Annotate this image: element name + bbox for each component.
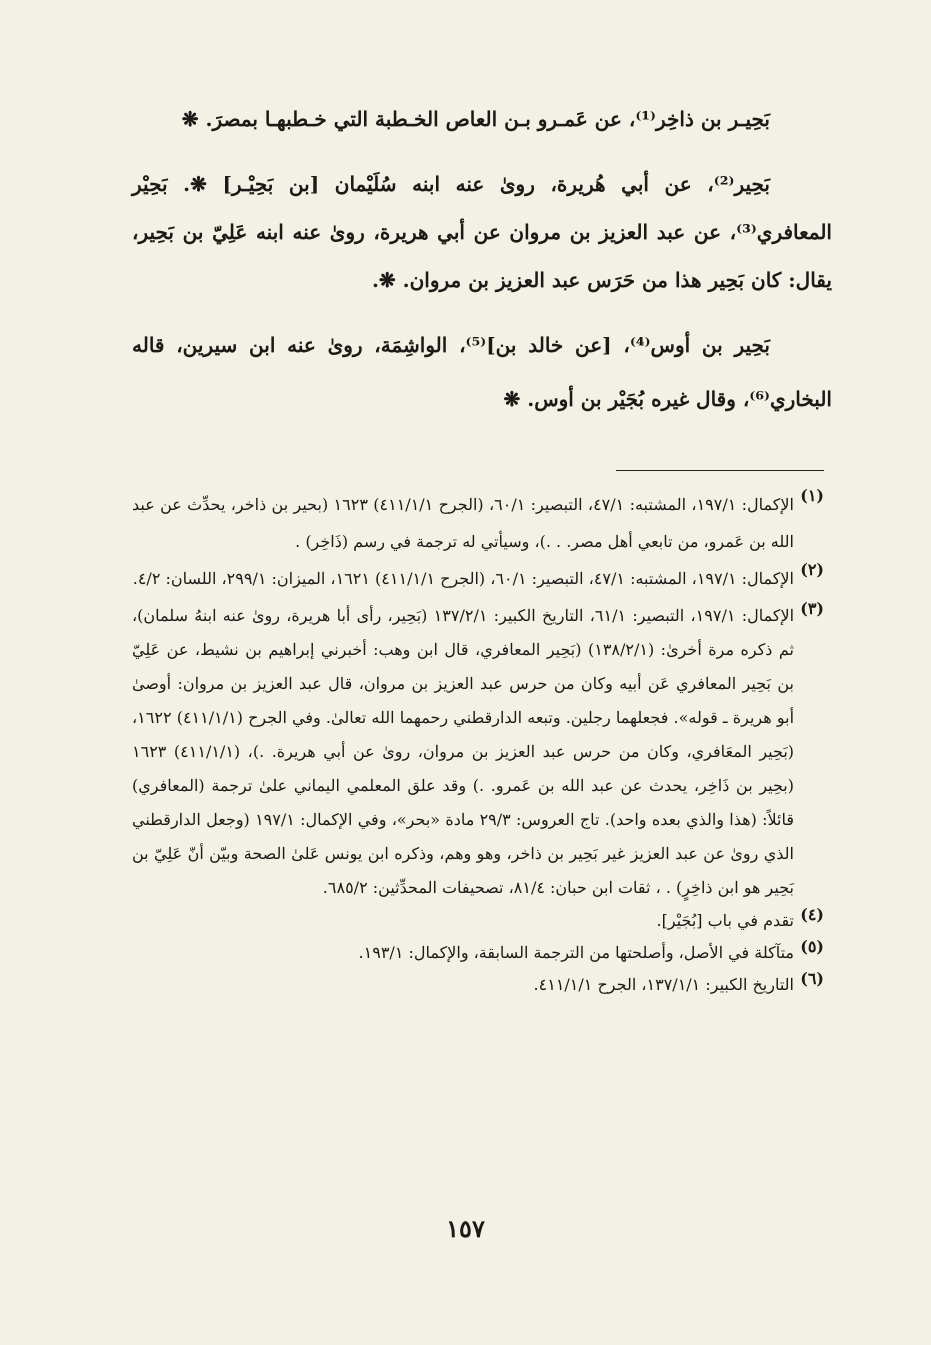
footnote-separator <box>616 470 824 471</box>
footnote-6 <box>132 969 824 1001</box>
entry-paragraph-2: بَحِير⁽²⁾، عن أبي هُريرة، روىٰ عنه ابنه سُلَيْمان [بن بَحِيْـر] ❋. بَحِيْر المعافري⁽³⁾، عن عبد العزيز بن مروان عن أبي هريرة، روىٰ عنه ابنه عَلِيّ بن بَحِير، يقال: كان بَحِير هذا من حَرَس عبد العزيز بن مروان. ❋. <box>132 172 832 292</box>
footnote-3 <box>132 599 824 905</box>
footnote-text: الإكمال: ١٩٧/١، التبصير: ٦١/١، التاريخ الكبير: ١٣٧/٢/١ (بَحِير، رأى أبا هريرة، روىٰ عنه ابنهُ سلمان)، ثم ذكره مرة أخرىٰ: (١٣٨/٢/١) (بَحِير المعافري، قال ابن وهب: أخبرني إبراهيم بن نشيط، عن عَلِيّ بن بَحِير المعافري عَن أبيه وكان من حرس عبد العزيز بن مروان، قال عبد العزيز بن مروان: أوصىٰ أبو هريرة ـ قوله». فجعلهما رجلين. وتبعه الدارقطني رحمهما الله تعالىٰ. وفي الجرح (٤١١/١/١) ١٦٢٢، (بَحِير المعَافري، وكان من حرس عبد العزيز بن مروان، روىٰ عن أبي هريرة. .)، (٤١١/١/١) ١٦٢٣ (بحِير بن ذَاخِر، يحدث عن عبد الله بن عَمرو. .) وقد علق المعلمي اليماني علىٰ ترجمة (المعافري) قائلاً: (هذا والذي بعده واحد). تاج العروس: ٢٩/٣ مادة «بحر»، وفي الإكمال: ١٩٧/١ (وجعل الدارقطني الذي روىٰ عن عبد العزيز غير بَحِير بن ذاخر، وهو وهم، وذكره ابن يونس عَلىٰ الصحة وبيّن أنّ عَلِيّ بن بَحِير هو ابن ذاخِرٍ) . ، ثقات ابن حبان: ٨١/٤، تصحيفات المحدِّثين: ٦٨٥/٢. <box>132 606 795 897</box>
footnote-text: تقدم في باب [بُجَيْر]. <box>656 911 794 930</box>
footnote-5 <box>132 937 824 969</box>
footnote-text: الإكمال: ١٩٧/١، المشتبه: ٤٧/١، التبصير: ٦٠/١، (الجرح ٤١١/١/١) ١٦٢٣ (بحير بن ذاخر، يحدِّث عن عبد الله بن عَمرو، من تابعي أهل مصر. . .)، وسيأتي له ترجمة في رسم (ذَاخِر) . <box>132 495 794 551</box>
footnote-number: (٤) <box>800 905 824 924</box>
footnote-number: (٣) <box>800 599 824 618</box>
footnote-number: (١) <box>800 486 824 505</box>
footnote-text: متآكلة في الأصل، وأصلحتها من الترجمة السابقة، والإكمال: ١٩٣/١. <box>358 943 794 962</box>
footnote-1 <box>132 486 824 560</box>
main-text <box>132 92 832 440</box>
footnote-2 <box>132 560 824 597</box>
footnotes <box>132 482 824 1001</box>
footnote-number: (٢) <box>800 560 824 579</box>
page-number: ١٥٧ <box>446 1214 485 1243</box>
entry-paragraph-1: بَحِيـر بن ذاخِر⁽¹⁾، عن عَمـرو بـن العاص الخـطبة التي خـطبهـا بمصرَ. ❋ <box>181 107 770 131</box>
footnote-number: (٦) <box>800 969 824 988</box>
footnote-4 <box>132 905 824 937</box>
footnote-text: التاريخ الكبير: ١٣٧/١/١، الجرح ٤١١/١/١. <box>533 975 794 994</box>
entry-paragraph-3: بَحِير بن أوس⁽⁴⁾، [عن خالد بن]⁽⁵⁾، الواشِمَة، روىٰ عنه ابن سيرين، قاله البخاري⁽⁶⁾، وقال غيره بُجَيْر بن أوس. ❋ <box>132 333 832 411</box>
footnote-text: الإكمال: ١٩٧/١، المشتبه: ٤٧/١، التبصير: ٦٠/١، (الجرح ٤١١/١/١) ١٦٢١، الميزان: ٢٩٩/١، اللسان: ٤/٢. <box>132 569 794 588</box>
footnote-number: (٥) <box>800 937 824 956</box>
